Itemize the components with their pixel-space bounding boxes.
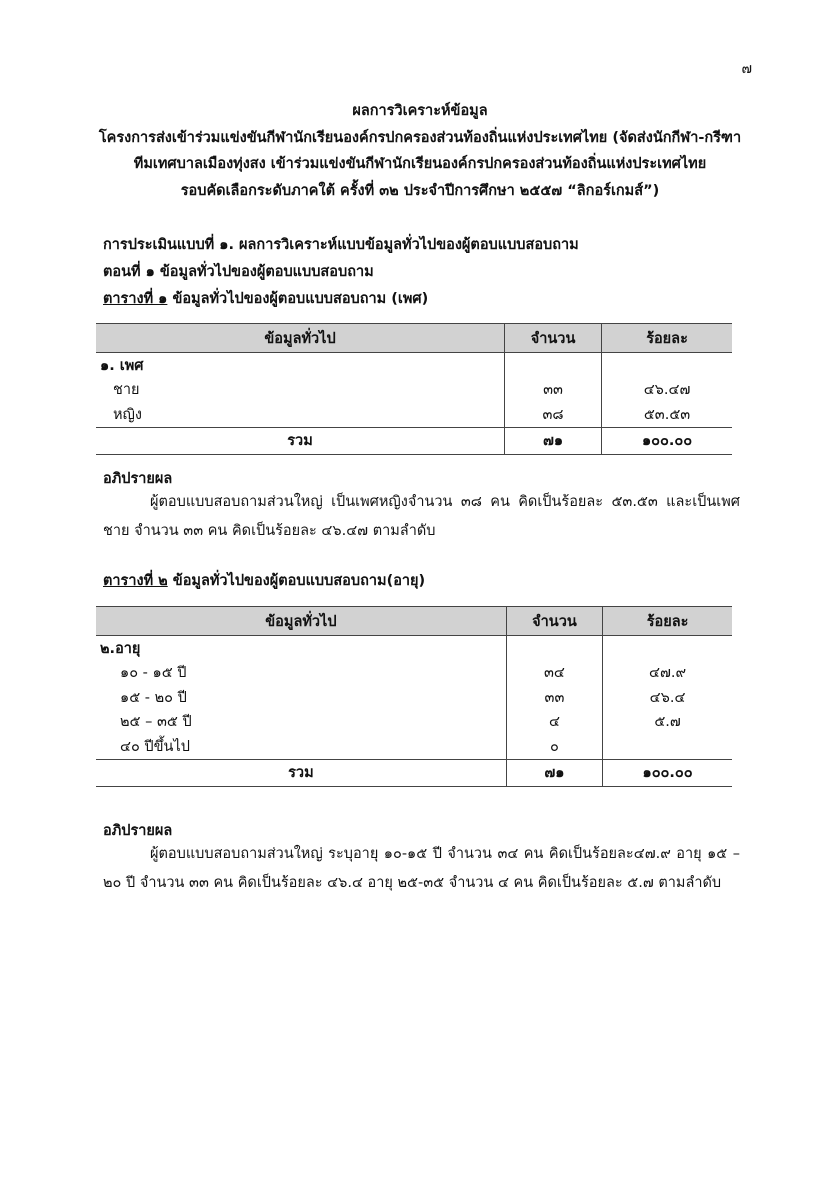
assessment-heading: การประเมินแบบที่ ๑. ผลการวิเคราะห์แบบข้อมูลทั่วไปของผู้ตอบแบบสอบถาม — [103, 237, 579, 253]
part-heading: ตอนที่ ๑ ข้อมูลทั่วไปของผู้ตอบแบบสอบถาม — [103, 264, 374, 280]
table-row — [96, 661, 732, 686]
row-percent: ๔๖.๔ — [603, 685, 732, 710]
group-label: ๒.อายุ — [100, 640, 141, 657]
table-header-row — [96, 324, 732, 353]
table-total-row — [96, 759, 732, 786]
table1-caption-label: ตารางที่ ๑ — [103, 291, 168, 307]
header-line-3: ทีมเทศบาลเมืองทุ่งสง เข้าร่วมแข่งขันกีฬานักเรียนองค์กรปกครองส่วนท้องถิ่นแห่งประเทศไทย — [133, 156, 707, 172]
discussion-paragraph — [103, 488, 740, 546]
row-label: ๑๕ - ๒๐ ปี — [120, 689, 187, 706]
table-group-row — [96, 636, 732, 661]
row-percent: ๔๖.๔๗ — [602, 378, 732, 403]
header-info: ข้อมูลทั่วไป — [96, 607, 506, 636]
header-line-4: รอบคัดเลือกระดับภาคใต้ ครั้งที่ ๓๒ ประจำปีการศึกษา ๒๕๕๗ “ลิกอร์เกมส์”) — [180, 182, 660, 199]
table-total-row — [96, 427, 732, 454]
row-label: ชาย — [113, 382, 140, 399]
table-row — [96, 685, 732, 710]
discussion-title: อภิปรายผล — [103, 823, 173, 839]
row-percent: ๕๓.๕๓ — [602, 402, 732, 427]
row-count: ๔ — [506, 710, 602, 735]
header-count: จำนวน — [506, 607, 602, 636]
group-label: ๑. เพศ — [100, 357, 144, 374]
table-row — [96, 378, 732, 403]
table1-caption — [103, 287, 428, 310]
row-label: ๑๐ - ๑๕ ปี — [120, 665, 187, 682]
header-percent: ร้อยละ — [602, 324, 732, 353]
discussion-text: ผู้ตอบแบบสอบถามส่วนใหญ่ เป็นเพศหญิงจำนวน ๓๘ คน คิดเป็นร้อยละ ๕๓.๕๓ และเป็นเพศชาย จำนวน ๓๓ คน คิดเป็นร้อยละ ๔๖.๔๗ ตามลำดับ — [103, 494, 740, 539]
table2-caption-label: ตารางที่ ๒ — [103, 573, 168, 589]
row-percent: ๕.๗ — [603, 710, 732, 735]
header-line-2: โครงการส่งเข้าร่วมแข่งขันกีฬานักเรียนองค์กรปกครองส่วนท้องถิ่นแห่งประเทศไทย (จัดส่งนักกีฬา-กรีฑา — [98, 129, 742, 146]
table-header-row — [96, 607, 732, 636]
header-title: ผลการวิเคราะห์ข้อมูล — [352, 103, 488, 119]
header-info: ข้อมูลทั่วไป — [96, 324, 505, 353]
header-percent: ร้อยละ — [603, 607, 732, 636]
row-label: ๒๕ – ๓๕ ปี — [120, 714, 192, 731]
row-percent: ๔๗.๙ — [603, 661, 732, 686]
total-count: ๗๑ — [505, 427, 602, 454]
row-count: ๓๘ — [505, 402, 602, 427]
total-count: ๗๑ — [506, 759, 602, 786]
total-label: รวม — [96, 427, 505, 454]
header-count: จำนวน — [505, 324, 602, 353]
total-label: รวม — [96, 759, 506, 786]
discussion-title: อภิปรายผล — [103, 471, 173, 487]
table-row — [96, 402, 732, 427]
table-row — [96, 710, 732, 735]
row-label: ๔๐ ปีขึ้นไป — [120, 738, 190, 755]
table2-caption-text: ข้อมูลทั่วไปของผู้ตอบแบบสอบถาม(อายุ) — [167, 573, 426, 589]
table1-caption-text: ข้อมูลทั่วไปของผู้ตอบแบบสอบถาม (เพศ) — [167, 291, 429, 307]
total-percent: ๑๐๐.๐๐ — [603, 759, 732, 786]
table-row — [96, 734, 732, 759]
document-header — [60, 98, 780, 204]
row-count: ๓๓ — [505, 378, 602, 403]
page-number: ๗ — [741, 61, 752, 77]
total-percent: ๑๐๐.๐๐ — [602, 427, 732, 454]
row-percent — [603, 734, 732, 759]
table-age — [96, 606, 732, 787]
discussion-paragraph — [103, 840, 740, 898]
table2-caption — [103, 569, 425, 592]
row-count: ๐ — [506, 734, 602, 759]
table-gender — [96, 323, 732, 455]
discussion-text: ผู้ตอบแบบสอบถามส่วนใหญ่ ระบุอายุ ๑๐-๑๕ ปี จำนวน ๓๔ คน คิดเป็นร้อยละ๔๗.๙ อายุ ๑๕ – ๒๐ ปี จำนวน ๓๓ คน คิดเป็นร้อยละ ๔๖.๔ อายุ ๒๕-๓๕ จำนวน ๔ คน คิดเป็นร้อยละ ๕.๗ ตามลำดับ — [103, 846, 740, 891]
table-group-row — [96, 353, 732, 378]
row-count: ๓๔ — [506, 661, 602, 686]
row-label: หญิง — [113, 406, 142, 423]
row-count: ๓๓ — [506, 685, 602, 710]
